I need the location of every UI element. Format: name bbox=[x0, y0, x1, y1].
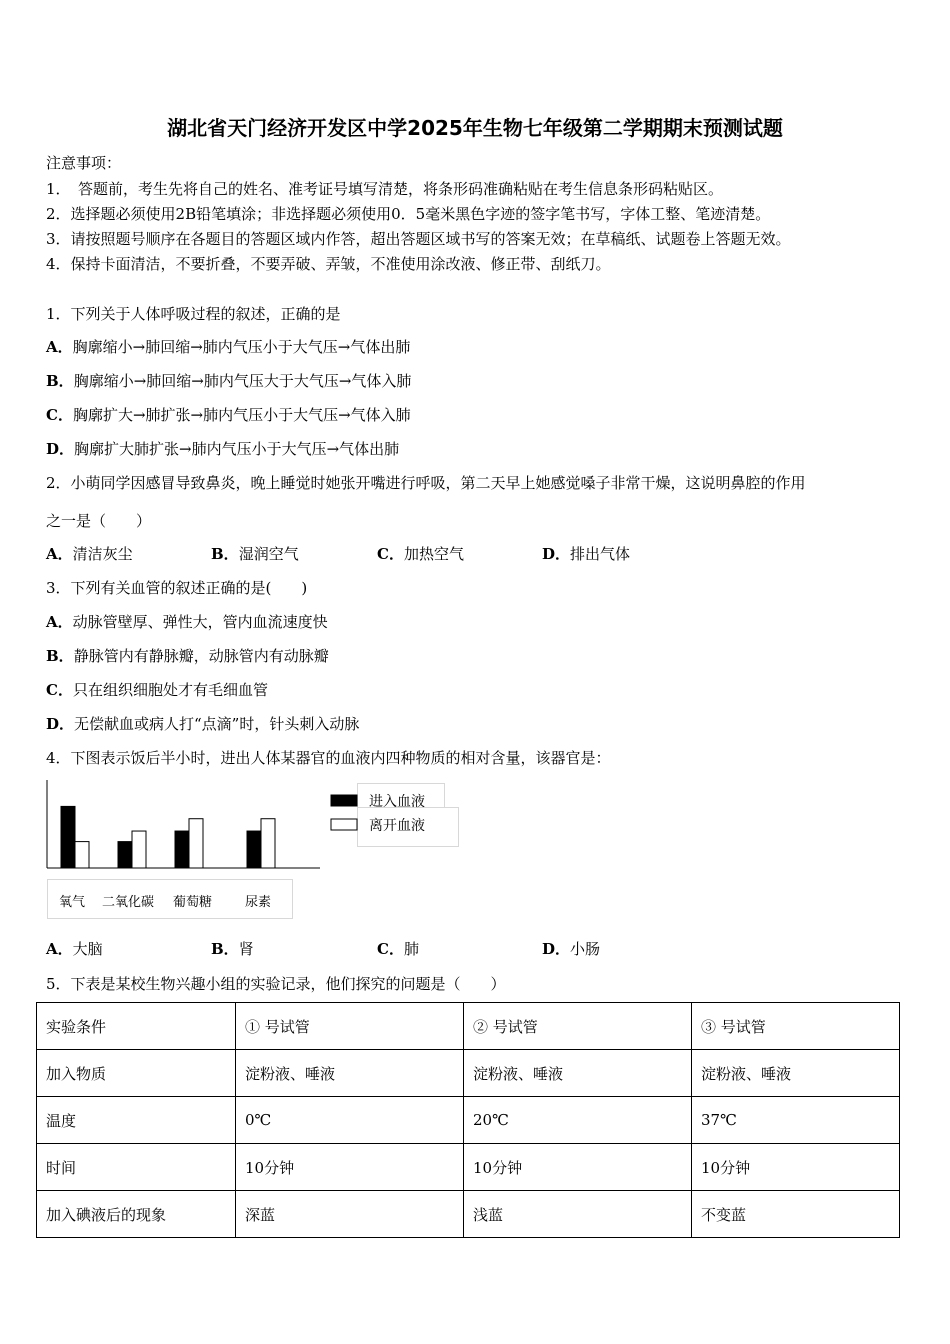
question-1-option-b bbox=[46, 370, 411, 391]
category-label: 尿素 bbox=[245, 895, 272, 910]
question-3-stem: 3．下列有关血管的叙述正确的是( ) bbox=[46, 579, 308, 597]
option-letter: D． bbox=[542, 940, 571, 958]
notice-item: 4．保持卡面清洁，不要折叠，不要弄破、弄皱，不准使用涂改液、修正带、刮纸刀。 bbox=[46, 255, 611, 273]
category-label: 葡萄糖 bbox=[173, 895, 213, 910]
option-letter: C． bbox=[377, 545, 404, 563]
option-text: 肾 bbox=[238, 940, 254, 958]
legend-label: 进入血液 bbox=[369, 794, 425, 810]
legend-swatch bbox=[331, 819, 357, 830]
option-letter: A． bbox=[46, 338, 73, 356]
table-cell: 实验条件 bbox=[37, 1003, 236, 1050]
table-cell: 淀粉液、唾液 bbox=[236, 1050, 464, 1097]
option-text: 排出气体 bbox=[570, 545, 631, 563]
option-letter: B． bbox=[46, 372, 74, 390]
notice-item: 2．选择题必须使用2B铅笔填涂；非选择题必须使用0．5毫米黑色字迹的签字笔书写，字体工整、笔迹清楚。 bbox=[46, 205, 771, 223]
question-2-stem-cont: 之一是（ ） bbox=[46, 512, 152, 530]
table-cell: 0℃ bbox=[236, 1097, 464, 1144]
page-title: 湖北省天门经济开发区中学2025年生物七年级第二学期期末预测试题 bbox=[167, 116, 783, 140]
option-letter: B． bbox=[211, 940, 239, 958]
chart-legend bbox=[44, 775, 474, 875]
table-row bbox=[37, 1050, 900, 1097]
question-1-stem: 1．下列关于人体呼吸过程的叙述，正确的是 bbox=[46, 305, 341, 323]
legend-swatch bbox=[331, 795, 357, 806]
category-label: 氧气 bbox=[59, 895, 86, 910]
option-text: 胸廓缩小→肺回缩→肺内气压小于大气压→气体出肺 bbox=[72, 338, 411, 356]
question-1-option-d bbox=[46, 438, 399, 459]
bar-chart bbox=[44, 775, 474, 925]
table-cell: 浅蓝 bbox=[464, 1191, 692, 1238]
option-text: 胸廓扩大肺扩张→肺内气压小于大气压→气体出肺 bbox=[74, 440, 400, 458]
category-labels bbox=[47, 879, 293, 919]
table-cell: 淀粉液、唾液 bbox=[692, 1050, 900, 1097]
option-text: 动脉管壁厚、弹性大，管内血流速度快 bbox=[72, 613, 328, 631]
table-row bbox=[37, 1191, 900, 1238]
table-cell: 37℃ bbox=[692, 1097, 900, 1144]
table-cell: 温度 bbox=[37, 1097, 236, 1144]
option-text: 小肠 bbox=[570, 940, 601, 958]
table-cell: 10分钟 bbox=[692, 1144, 900, 1191]
table-row bbox=[37, 1144, 900, 1191]
table-cell: ① 号试管 bbox=[236, 1003, 464, 1050]
option-letter: A． bbox=[46, 545, 73, 563]
experiment-table bbox=[36, 1002, 900, 1238]
option-letter: D． bbox=[46, 715, 75, 733]
question-1-option-a bbox=[46, 336, 410, 357]
option-letter: A． bbox=[46, 613, 73, 631]
option-letter: C． bbox=[46, 406, 73, 424]
table-cell: ③ 号试管 bbox=[692, 1003, 900, 1050]
table-cell: 深蓝 bbox=[236, 1191, 464, 1238]
option-letter: C． bbox=[377, 940, 404, 958]
table-row bbox=[37, 1097, 900, 1144]
table-cell: 不变蓝 bbox=[692, 1191, 900, 1238]
option-text: 加热空气 bbox=[403, 545, 464, 563]
question-2-stem: 2．小萌同学因感冒导致鼻炎，晚上睡觉时她张开嘴进行呼吸，第二天早上她感觉嗓子非常干燥，这说明鼻腔的作用 bbox=[46, 474, 806, 492]
question-1-option-c bbox=[46, 404, 411, 425]
option-text: 只在组织细胞处才有毛细血管 bbox=[72, 681, 268, 699]
table-cell: 加入物质 bbox=[37, 1050, 236, 1097]
table-row bbox=[37, 1003, 900, 1050]
table-cell: 10分钟 bbox=[236, 1144, 464, 1191]
category-label: 二氧化碳 bbox=[102, 895, 155, 910]
notice-item: 3．请按照题号顺序在各题目的答题区域内作答，超出答题区域书写的答案无效；在草稿纸、试题卷上答题无效。 bbox=[46, 230, 791, 248]
option-letter: B． bbox=[46, 647, 74, 665]
notice-heading: 注意事项： bbox=[46, 154, 122, 172]
option-letter: C． bbox=[46, 681, 73, 699]
question-3-option-a bbox=[46, 611, 328, 632]
question-3-option-d bbox=[46, 713, 359, 734]
question-3-option-c bbox=[46, 679, 268, 700]
option-text: 大脑 bbox=[72, 940, 103, 958]
table-cell: 淀粉液、唾液 bbox=[464, 1050, 692, 1097]
table-cell: 加入碘液后的现象 bbox=[37, 1191, 236, 1238]
option-letter: D． bbox=[542, 545, 571, 563]
option-text: 胸廓缩小→肺回缩→肺内气压大于大气压→气体入肺 bbox=[73, 372, 412, 390]
option-letter: A． bbox=[46, 940, 73, 958]
table-cell: 时间 bbox=[37, 1144, 236, 1191]
table-cell: 10分钟 bbox=[464, 1144, 692, 1191]
table-cell: 20℃ bbox=[464, 1097, 692, 1144]
question-4-options bbox=[46, 938, 906, 960]
option-letter: B． bbox=[211, 545, 239, 563]
question-5-stem: 5．下表是某校生物兴趣小组的实验记录，他们探究的问题是（ ） bbox=[46, 975, 506, 993]
option-text: 肺 bbox=[403, 940, 419, 958]
option-text: 清洁灰尘 bbox=[72, 545, 133, 563]
option-text: 湿润空气 bbox=[238, 545, 299, 563]
option-letter: D． bbox=[46, 440, 75, 458]
table-cell: ② 号试管 bbox=[464, 1003, 692, 1050]
question-3-option-b bbox=[46, 645, 329, 666]
option-text: 无偿献血或病人打“点滴”时，针头刺入动脉 bbox=[74, 715, 360, 733]
question-2-options bbox=[46, 543, 906, 565]
option-text: 静脉管内有静脉瓣，动脉管内有动脉瓣 bbox=[73, 647, 329, 665]
notice-item: 1． 答题前，考生先将自己的姓名、准考证号填写清楚，将条形码准确粘贴在考生信息条形码粘贴区。 bbox=[46, 180, 724, 198]
legend-label: 离开血液 bbox=[369, 818, 425, 834]
option-text: 胸廓扩大→肺扩张→肺内气压小于大气压→气体入肺 bbox=[72, 406, 411, 424]
question-4-stem: 4．下图表示饭后半小时，进出人体某器官的血液内四种物质的相对含量，该器官是： bbox=[46, 749, 611, 767]
